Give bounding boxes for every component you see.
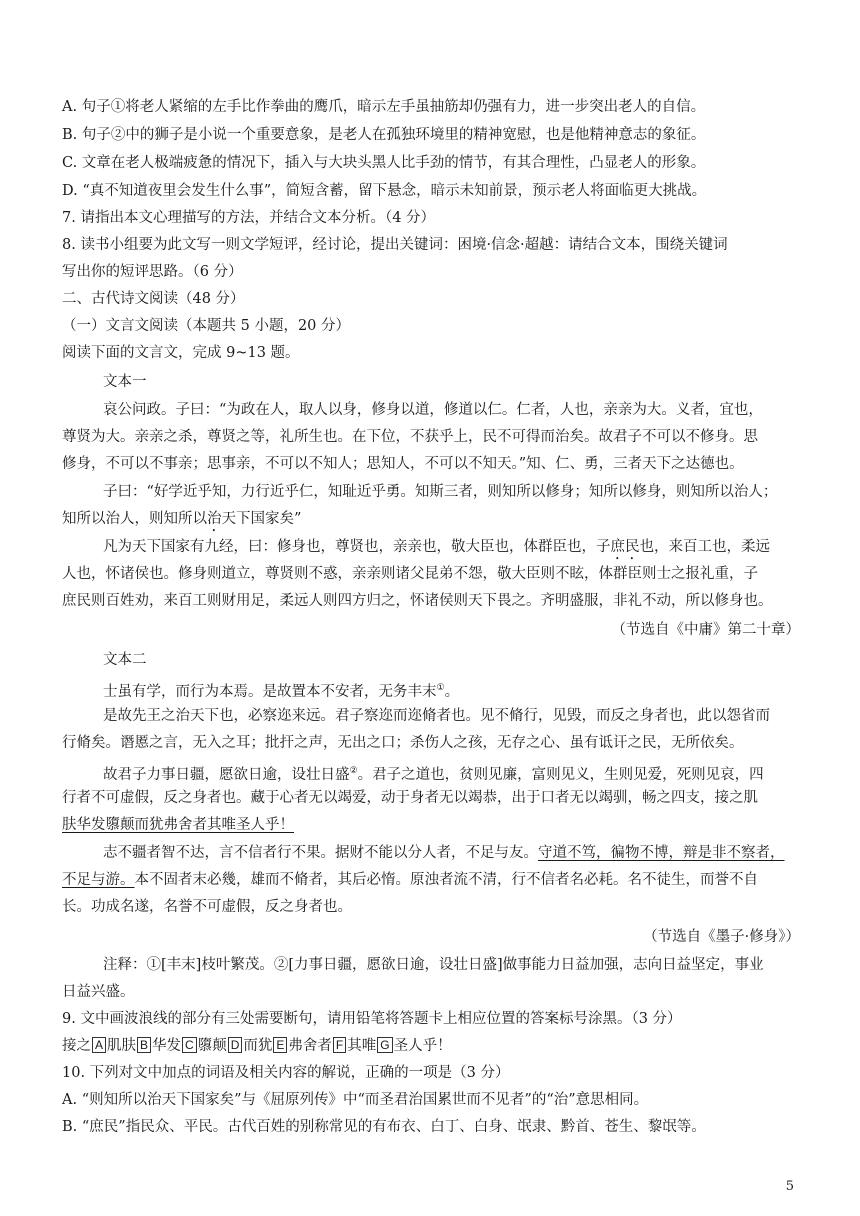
answer-box-a[interactable]: A <box>92 1037 106 1053</box>
answer-box-f[interactable]: F <box>333 1037 346 1053</box>
passage-line: 行者不可虚假，反之身者也。藏于心者无以竭爱，动于身者无以竭恭，出于口者无以竭驯，畅之四支，接之肌 <box>62 790 758 806</box>
answer-box-e[interactable]: E <box>273 1037 287 1053</box>
passage-line: 行脩矣。谮慝之言，无入之耳；批扞之声，无出之口；杀伤人之孩，无存之心、虽有诋讦之民，无所依矣。 <box>62 735 744 751</box>
underlined-sentence: 守道不笃，徧物不博，辩是非不察者， <box>538 845 785 861</box>
source-citation: （节选自《中庸》第二十章） <box>611 622 800 638</box>
passage-line: 不足与游。本不固者末必幾，雄而不脩者，其后必惰。原浊者流不清，行不信者名必耗。名不徒生，而誉不自 <box>62 872 758 888</box>
passage-line: 知所以治人，则知所以治天下国家矣” <box>62 511 302 527</box>
passage-line: 长。功成名遂，名誉不可虚假，反之身者也。 <box>62 899 352 915</box>
text-one-title: 文本一 <box>103 374 147 390</box>
passage-line: 人也，怀诸侯也。修身则道立，尊贤则不惑，亲亲则诸父昆弟不怨，敬大臣则不眩，体群臣则士之报礼重，子 <box>62 566 758 582</box>
passage-line: 尊贤为大。亲亲之杀，尊贤之等，礼所生也。在下位，不获乎上，民不可得而治矣。故君子不可以不修身。思 <box>62 429 758 445</box>
footnote-mark: ① <box>436 683 445 693</box>
answer-box-d[interactable]: D <box>228 1037 243 1053</box>
passage-line: 凡为天下国家有九经，曰：修身也，尊贤也，亲亲也，敬大臣也，体群臣也，子庶民也，来百工也，柔远 <box>103 539 770 555</box>
source-citation: （节选自《墨子·修身》） <box>643 929 800 945</box>
wavy-underlined-line: 肤华发隳颠而犹弗舍者其唯圣人乎！ <box>62 817 294 833</box>
page-number: 5 <box>785 1179 794 1194</box>
passage-line: 故君子力事日疆，愿欲日逾，设壮日盛②。君子之道也，贫则见廉，富则见义，生则见爱，死则见哀，四 <box>103 766 764 783</box>
annotation-cont: 日益兴盛。 <box>62 984 135 1000</box>
answer-box-g[interactable]: G <box>377 1037 392 1053</box>
option-b-q6: B. 句子②中的狮子是小说一个重要意象，是老人在孤独环境里的精神宽慰，也是他精神意志的象征。 <box>62 127 706 143</box>
question-8-cont: 写出你的短评思路。（6 分） <box>62 264 243 280</box>
answer-box-b[interactable]: B <box>137 1037 151 1053</box>
text-two-title: 文本二 <box>103 652 147 668</box>
dotted-word-shumin: 庶民 <box>610 539 640 555</box>
question-8: 8. 读书小组要为此文写一则文学短评，经讨论，提出关键词：困境·信念·超越：请结合文本，围绕关键词 <box>62 237 728 253</box>
question-9: 9. 文中画波浪线的部分有三处需要断句，请用铅笔将答题卡上相应位置的答案标号涂黑。（3 分） <box>62 1011 682 1027</box>
option-c-q6: C. 文章在老人极端疲惫的情况下，插入与大块头黑人比手劲的情节，有其合理性，凸显老人的形象。 <box>62 155 706 171</box>
answer-choice-row: 接之 A 肌肤 B 华发 C 隳颠 D 而犹 E 弗舍者 F 其唯 G 圣人乎！ <box>62 1038 452 1054</box>
option-a-q6: A. 句子①将老人紧缩的左手比作拳曲的鹰爪，暗示左手虽抽筋却仍强有力，进一步突出老人的自信。 <box>62 99 706 115</box>
passage-line: 士虽有学，而行为本焉。是故置本不安者，无务丰末①。 <box>103 683 460 700</box>
passage-line: 志不疆者智不达，言不信者行不果。据财不能以分人者，不足与友。守道不笃，徧物不博，辩是非不察者， <box>103 845 785 861</box>
question-10: 10. 下列对文中加点的词语及相关内容的解说，正确的一项是（3 分） <box>62 1065 510 1081</box>
passage-line: 修身，不可以不事亲；思事亲，不可以不知人；思知人，不可以不知天。”知、仁、勇，三者天下之达德也。 <box>62 456 744 472</box>
annotation: 注释：①[丰末]枝叶繁茂。②[力事日疆，愿欲日逾，设壮日盛]做事能力日益加强，志向日益坚定，事业 <box>103 957 764 973</box>
option-a-q10: A. “则知所以治天下国家矣”与《屈原列传》中“而圣君治国累世而不见者”的“治”意思相同。 <box>62 1092 649 1108</box>
section-heading: 二、古代诗文阅读（48 分） <box>62 291 245 307</box>
option-b-q10: B. “庶民”指民众、平民。古代百姓的别称常见的有布衣、白丁、白身、氓隶、黔首、苍生、黎氓等。 <box>62 1119 706 1135</box>
reading-instruction: 阅读下面的文言文，完成 9~13 题。 <box>62 345 300 361</box>
dotted-word-zhi: 治 <box>207 511 222 527</box>
question-7: 7. 请指出本文心理描写的方法，并结合文本分析。（4 分） <box>62 210 436 226</box>
passage-line: 子曰：“好学近乎知，力行近乎仁，知耻近乎勇。知斯三者，则知所以修身；知所以修身，则知所以治人； <box>103 484 778 500</box>
underlined-sentence: 不足与游。 <box>62 872 135 888</box>
option-d-q6: D. “真不知道夜里会发生什么事”，简短含蓄，留下悬念，暗示未知前景，预示老人将面临更大挑战。 <box>62 183 707 199</box>
subsection-heading: （一）文言文阅读（本题共 5 小题，20 分） <box>62 318 351 334</box>
answer-box-c[interactable]: C <box>182 1037 197 1053</box>
passage-line: 是故先王之治天下也，必察迩来远。君子察迩而迩脩者也。见不脩行，见毁，而反之身者也，此以怨省而 <box>103 708 770 724</box>
passage-line: 哀公问政。子曰：“为政在人，取人以身，修身以道，修道以仁。仁者，人也，亲亲为大。义者，宜也， <box>103 402 763 418</box>
footnote-mark: ② <box>349 766 358 776</box>
passage-line: 庶民则百姓劝，来百工则财用足，柔远人则四方归之，怀诸侯则天下畏之。齐明盛服，非礼不动，所以修身也。 <box>62 593 773 609</box>
